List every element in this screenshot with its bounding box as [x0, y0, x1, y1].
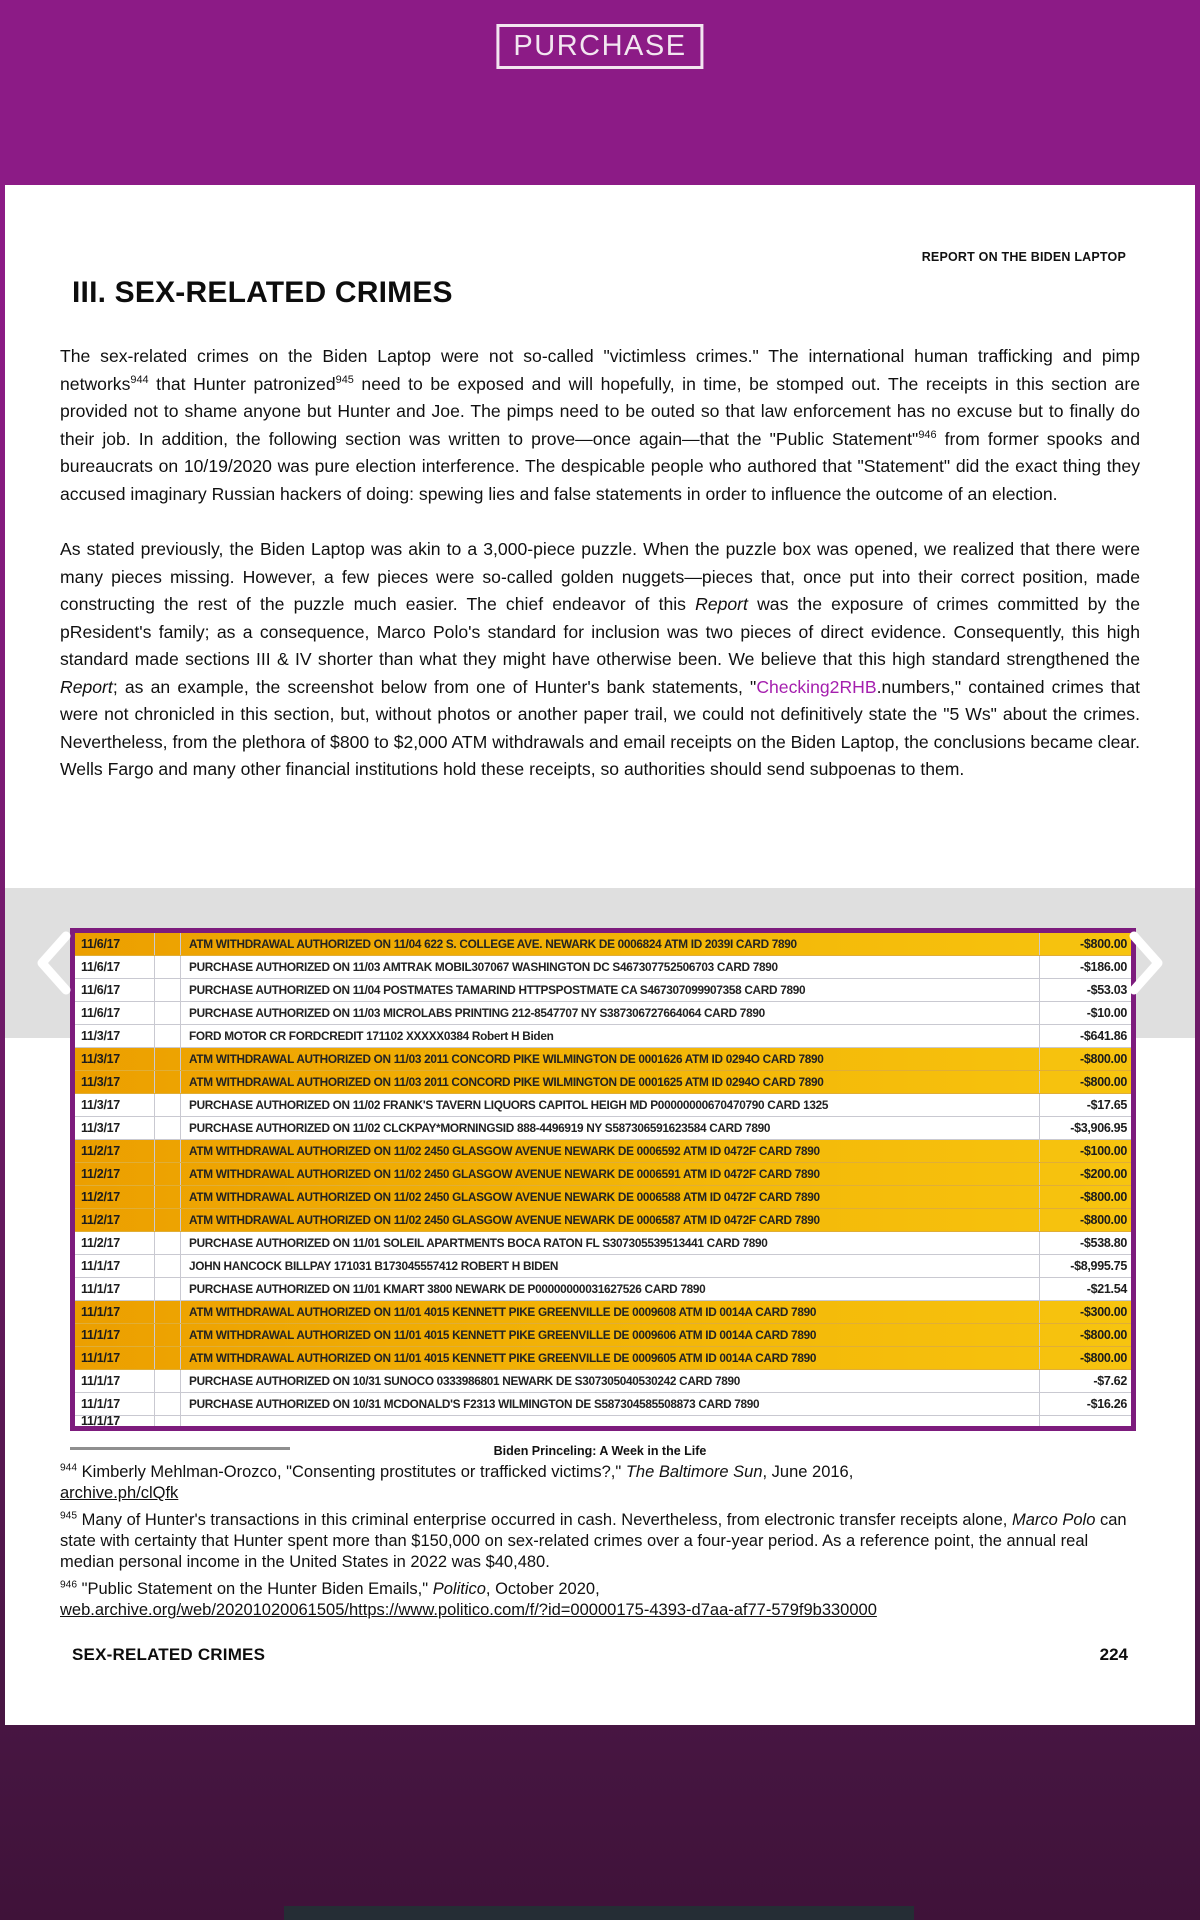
cell-spacer	[155, 1301, 181, 1323]
table-row	[75, 1186, 1131, 1209]
cell-spacer	[155, 933, 181, 955]
table-row	[75, 1416, 1131, 1426]
carousel-next-button[interactable]	[1120, 928, 1172, 998]
cell-spacer	[155, 1163, 181, 1185]
cell-amount: -$800.00	[1039, 1186, 1131, 1208]
footnote-945	[60, 1510, 1140, 1573]
running-header: REPORT ON THE BIDEN LAPTOP	[921, 250, 1126, 264]
cell-date: 11/6/17	[75, 956, 155, 978]
text-segment: Report	[60, 676, 113, 697]
table-row	[75, 1393, 1131, 1416]
cell-description: PURCHASE AUTHORIZED ON 11/04 POSTMATES TAMARIND HTTPSPOSTMATE CA S467307099907358 CARD 7890	[189, 983, 806, 997]
cell-spacer	[155, 979, 181, 1001]
chevron-left-icon	[28, 986, 80, 1001]
cell-spacer	[155, 1117, 181, 1139]
cell-spacer	[155, 1347, 181, 1369]
text-segment: was the exposure of crimes committed by the pResident's family; as a consequence, Marco Polo's standard for inclusion was two pieces of direct evidence. Consequently, this high standard made sections III & IV shorter than what they might have otherwise been. We believe that this high standard strengthened the	[60, 594, 1140, 669]
cell-date: 11/6/17	[75, 1002, 155, 1024]
cell-description: ATM WITHDRAWAL AUTHORIZED ON 11/03 2011 CONCORD PIKE WILMINGTON DE 0001626 ATM ID 0294O CARD 7890	[189, 1052, 824, 1066]
cell-date: 11/2/17	[75, 1232, 155, 1254]
cell-amount: -$186.00	[1039, 956, 1131, 978]
cell-amount: -$7.62	[1039, 1370, 1131, 1392]
text-segment: As stated previously, the Biden Laptop was akin to a 3,000-piece puzzle. When the puzzle box was opened, we realized that there were many pieces missing. However, a few pieces were so-called golden nuggets—pieces that, once put into their correct position, made constructing the rest of the puzzle much easier. The chief endeavor of this	[60, 539, 1140, 614]
cell-amount: -$16.26	[1039, 1393, 1131, 1415]
cell-description: PURCHASE AUTHORIZED ON 11/03 AMTRAK MOBIL307067 WASHINGTON DC S467307752506703 CARD 7890	[189, 960, 778, 974]
cell-date: 11/1/17	[75, 1255, 155, 1277]
text-segment: Politico	[432, 1580, 486, 1598]
text-segment: need to be exposed and will hopefully, in time, be stomped out. The receipts in this section are provided not to shame anyone but Hunter and Joe. The pimps need to be outed so that law enforcement has no excuse but to finally do their job. In addition, the following section was written to prove—once again—that the "Public Statement"	[60, 373, 1140, 449]
cell-amount: -$17.65	[1039, 1094, 1131, 1116]
table-row	[75, 1370, 1131, 1393]
cell-date: 11/1/17	[75, 1393, 155, 1415]
cell-date: 11/2/17	[75, 1163, 155, 1185]
cell-description: PURCHASE AUTHORIZED ON 10/31 SUNOCO 0333986801 NEWARK DE S307305040530242 CARD 7890	[189, 1374, 740, 1388]
cell-date: 11/3/17	[75, 1117, 155, 1139]
table-row	[75, 1255, 1131, 1278]
cell-description: ATM WITHDRAWAL AUTHORIZED ON 11/02 2450 GLASGOW AVENUE NEWARK DE 0006592 ATM ID 0472F CARD 7890	[189, 1144, 820, 1158]
cell-amount: -$800.00	[1039, 1324, 1131, 1346]
footnote-944	[60, 1462, 1140, 1504]
table-row	[75, 1117, 1131, 1140]
cell-date: 11/2/17	[75, 1186, 155, 1208]
footnote-ref: 945	[335, 373, 354, 386]
cell-date: 11/3/17	[75, 1071, 155, 1093]
text-segment: The Baltimore Sun	[625, 1463, 763, 1481]
cell-spacer	[155, 1370, 181, 1392]
cell-amount	[1039, 1416, 1131, 1426]
table-row	[75, 1048, 1131, 1071]
table-row	[75, 1163, 1131, 1186]
text-segment: can state with certainty that Hunter spent more than $150,000 on sex-related crimes over a four-year period. As a reference point, the annual real median personal income in the United States in 2022 was $40,480.	[60, 1511, 1127, 1571]
cell-spacer	[155, 1209, 181, 1231]
footnote-ref: 944	[130, 373, 149, 386]
cell-amount: -$8,995.75	[1039, 1255, 1131, 1277]
footer-page-number: 224	[1099, 1645, 1128, 1664]
cell-date: 11/3/17	[75, 1094, 155, 1116]
cell-amount: -$10.00	[1039, 1002, 1131, 1024]
paragraph-1	[60, 343, 1140, 508]
chevron-right-icon	[1120, 986, 1172, 1001]
cell-spacer	[155, 1393, 181, 1415]
cell-date: 11/2/17	[75, 1209, 155, 1231]
politico-archive-link[interactable]: web.archive.org/web/20201020061505/https://www.politico.com/f/?id=00000175-4393-d7aa-af77-579f9b330000	[60, 1601, 877, 1619]
text-segment: The sex-related crimes on the Biden Laptop were not so-called "victimless crimes." The international human trafficking and pimp networks	[60, 346, 1140, 394]
cell-amount: -$300.00	[1039, 1301, 1131, 1323]
cell-description: PURCHASE AUTHORIZED ON 11/03 MICROLABS PRINTING 212-8547707 NY S387306727664064 CARD 7890	[189, 1006, 765, 1020]
cell-amount: -$800.00	[1039, 1347, 1131, 1369]
cell-date: 11/6/17	[75, 933, 155, 955]
text-segment: that Hunter patronized	[148, 373, 336, 394]
table-row	[75, 1002, 1131, 1025]
table-row	[75, 979, 1131, 1002]
cell-date: 11/1/17	[75, 1278, 155, 1300]
cell-description: ATM WITHDRAWAL AUTHORIZED ON 11/01 4015 KENNETT PIKE GREENVILLE DE 0009605 ATM ID 0014A CARD 7890	[189, 1351, 817, 1365]
table-row	[75, 1301, 1131, 1324]
cell-description: ATM WITHDRAWAL AUTHORIZED ON 11/02 2450 GLASGOW AVENUE NEWARK DE 0006591 ATM ID 0472F CARD 7890	[189, 1167, 820, 1181]
cell-description: ATM WITHDRAWAL AUTHORIZED ON 11/03 2011 CONCORD PIKE WILMINGTON DE 0001625 ATM ID 0294O CARD 7890	[189, 1075, 824, 1089]
cell-amount: -$641.86	[1039, 1025, 1131, 1047]
cell-description: FORD MOTOR CR FORDCREDIT 171102 XXXXX0384 Robert H Biden	[189, 1029, 554, 1043]
text-segment: "Public Statement on the Hunter Biden Emails,"	[77, 1580, 433, 1598]
cell-date: 11/1/17	[75, 1301, 155, 1323]
body-text	[60, 343, 1140, 788]
cell-description: ATM WITHDRAWAL AUTHORIZED ON 11/02 2450 GLASGOW AVENUE NEWARK DE 0006587 ATM ID 0472F CARD 7890	[189, 1213, 820, 1227]
cell-spacer	[155, 1140, 181, 1162]
table-row	[75, 1324, 1131, 1347]
bottom-bar	[284, 1906, 914, 1920]
cell-description: ATM WITHDRAWAL AUTHORIZED ON 11/02 2450 GLASGOW AVENUE NEWARK DE 0006588 ATM ID 0472F CARD 7890	[189, 1190, 820, 1204]
cell-amount: -$800.00	[1039, 933, 1131, 955]
purchase-button[interactable]: PURCHASE	[496, 24, 703, 69]
page-title: III. SEX-RELATED CRIMES	[72, 276, 453, 309]
cell-amount: -$21.54	[1039, 1278, 1131, 1300]
cell-amount: -$3,906.95	[1039, 1117, 1131, 1139]
text-segment: .numbers," contained crimes that were not chronicled in this section, but, without photos or another paper trail, we could not definitively state the "5 Ws" about the crimes. Nevertheless, from the plethora of $800 to $2,000 ATM withdrawals and email receipts on the Biden Laptop, the conclusions became clear. Wells Fargo and many other financial institutions hold these receipts, so authorities should send subpoenas to them.	[60, 676, 1140, 779]
cell-spacer	[155, 1232, 181, 1254]
cell-amount: -$800.00	[1039, 1048, 1131, 1070]
text-segment: from former spooks and bureaucrats on 10/19/2020 was pure election interference. The despicable people who authored that "Statement" did the exact thing they accused imaginary Russian hackers of doing: spewing lies and false statements in order to influence the outcome of an election.	[60, 428, 1140, 504]
cell-date: 11/1/17	[75, 1324, 155, 1346]
cell-spacer	[155, 1416, 181, 1426]
cell-date: 11/3/17	[75, 1025, 155, 1047]
footnote-ref: 946	[918, 428, 937, 441]
table-row	[75, 1025, 1131, 1048]
bank-statement-table	[70, 928, 1136, 1431]
table-row	[75, 1071, 1131, 1094]
cell-spacer	[155, 1048, 181, 1070]
cell-spacer	[155, 1278, 181, 1300]
table-caption: Biden Princeling: A Week in the Life	[493, 1444, 707, 1458]
cell-description: PURCHASE AUTHORIZED ON 11/01 SOLEIL APARTMENTS BOCA RATON FL S307305539513441 CARD 7890	[189, 1236, 768, 1250]
cell-description: ATM WITHDRAWAL AUTHORIZED ON 11/04 622 S. COLLEGE AVE. NEWARK DE 0006824 ATM ID 2039I CARD 7890	[189, 937, 797, 951]
cell-amount: -$200.00	[1039, 1163, 1131, 1185]
cell-description: PURCHASE AUTHORIZED ON 11/02 FRANK'S TAVERN LIQUORS CAPITOL HEIGH MD P00000000670470790 CARD 1325	[189, 1098, 829, 1112]
table-row	[75, 1278, 1131, 1301]
table-row	[75, 1347, 1131, 1370]
cell-spacer	[155, 1002, 181, 1024]
table-row	[75, 956, 1131, 979]
table-row	[75, 1140, 1131, 1163]
text-segment: Kimberly Mehlman-Orozco, "Consenting prostitutes or trafficked victims?,"	[77, 1463, 626, 1481]
cell-spacer	[155, 956, 181, 978]
cell-description: PURCHASE AUTHORIZED ON 10/31 MCDONALD'S F2313 WILMINGTON DE S587304585508873 CARD 7890	[189, 1397, 760, 1411]
text-segment: ; as an example, the screenshot below from one of Hunter's bank statements, "	[112, 676, 757, 697]
cell-date: 11/1/17	[75, 1416, 155, 1426]
checking2rhb-link[interactable]: Checking2RHB	[756, 676, 877, 697]
footer-section-title: SEX-RELATED CRIMES	[72, 1645, 266, 1664]
cell-spacer	[155, 1324, 181, 1346]
cell-description: PURCHASE AUTHORIZED ON 11/01 KMART 3800 NEWARK DE P00000000031627526 CARD 7890	[189, 1282, 706, 1296]
footnotes	[60, 1462, 1140, 1621]
archive-link[interactable]: archive.ph/clQfk	[60, 1484, 179, 1502]
carousel-prev-button[interactable]	[28, 928, 80, 998]
footnote-ref: 946	[60, 1579, 78, 1591]
cell-amount: -$800.00	[1039, 1071, 1131, 1093]
cell-amount: -$53.03	[1039, 979, 1131, 1001]
text-segment: Many of Hunter's transactions in this criminal enterprise occurred in cash. Nevertheless, from electronic transfer receipts alone,	[77, 1511, 1012, 1529]
cell-description	[181, 1416, 1039, 1426]
text-segment: , June 2016,	[762, 1463, 854, 1481]
footnote-946	[60, 1579, 1140, 1621]
cell-amount: -$100.00	[1039, 1140, 1131, 1162]
paragraph-2	[60, 536, 1140, 784]
cell-description: PURCHASE AUTHORIZED ON 11/02 CLCKPAY*MORNINGSID 888-4496919 NY S587306591623584 CARD 7890	[189, 1121, 771, 1135]
cell-description: ATM WITHDRAWAL AUTHORIZED ON 11/01 4015 KENNETT PIKE GREENVILLE DE 0009606 ATM ID 0014A CARD 7890	[189, 1328, 817, 1342]
footnote-separator	[70, 1447, 290, 1450]
cell-description: JOHN HANCOCK BILLPAY 171031 B173045557412 ROBERT H BIDEN	[189, 1259, 559, 1273]
cell-description: ATM WITHDRAWAL AUTHORIZED ON 11/01 4015 KENNETT PIKE GREENVILLE DE 0009608 ATM ID 0014A CARD 7890	[189, 1305, 817, 1319]
cell-spacer	[155, 1186, 181, 1208]
cell-date: 11/2/17	[75, 1140, 155, 1162]
bank-table-body	[75, 933, 1131, 1426]
cell-spacer	[155, 1071, 181, 1093]
table-row	[75, 1094, 1131, 1117]
table-row	[75, 933, 1131, 956]
cell-amount: -$538.80	[1039, 1232, 1131, 1254]
table-row	[75, 1232, 1131, 1255]
cell-date: 11/6/17	[75, 979, 155, 1001]
cell-spacer	[155, 1255, 181, 1277]
cell-date: 11/1/17	[75, 1347, 155, 1369]
cell-amount: -$800.00	[1039, 1209, 1131, 1231]
cell-spacer	[155, 1094, 181, 1116]
footnote-ref: 944	[60, 1462, 78, 1474]
cell-date: 11/3/17	[75, 1048, 155, 1070]
text-segment: , October 2020,	[485, 1580, 600, 1598]
table-row	[75, 1209, 1131, 1232]
cell-date: 11/1/17	[75, 1370, 155, 1392]
cell-spacer	[155, 1025, 181, 1047]
text-segment: Marco Polo	[1011, 1511, 1096, 1529]
footnote-ref: 945	[60, 1510, 78, 1522]
text-segment: Report	[695, 594, 748, 614]
